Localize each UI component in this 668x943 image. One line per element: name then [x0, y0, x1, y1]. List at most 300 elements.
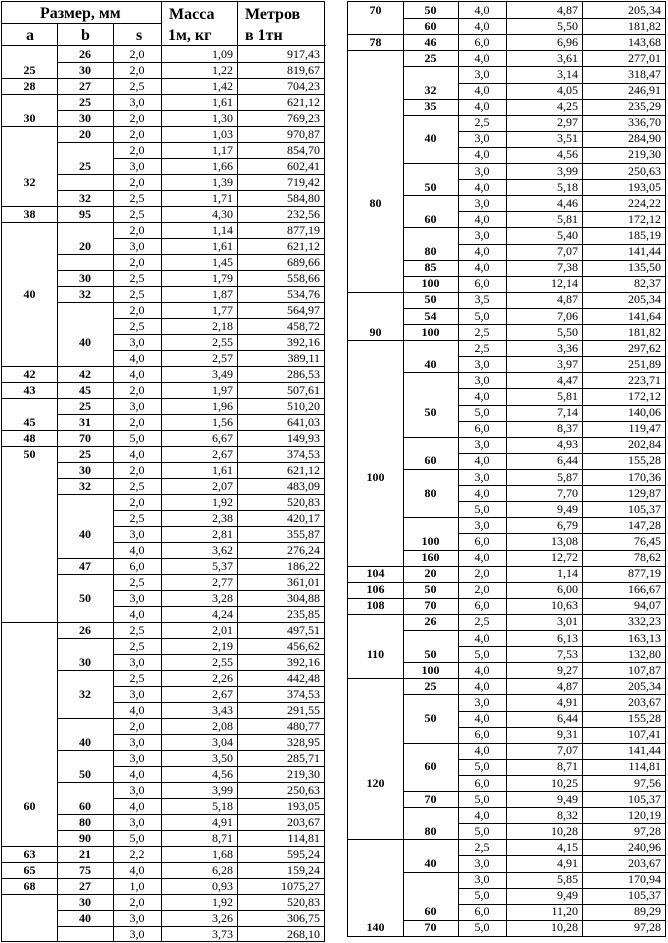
wall-thickness-cell: 6,0	[129, 559, 145, 573]
group-divider	[403, 517, 458, 518]
size-b-label: 80	[79, 815, 91, 829]
group-divider	[57, 750, 113, 751]
size-b-label: 26	[79, 47, 91, 61]
meters-cell: 520,83	[287, 495, 320, 509]
mass-cell: 5,50	[557, 19, 578, 33]
mass-cell: 7,38	[557, 260, 578, 274]
mass-cell: 5,50	[557, 325, 578, 339]
mass-cell: 6,96	[557, 35, 578, 49]
meters-cell: 223,71	[628, 373, 661, 387]
meters-cell: 291,55	[287, 703, 320, 717]
meters-cell: 170,94	[628, 872, 661, 886]
size-a-label: 48	[23, 431, 36, 445]
group-divider	[57, 782, 113, 783]
meters-cell: 328,95	[287, 735, 320, 749]
meters-cell: 97,28	[634, 824, 661, 838]
meters-cell: 564,97	[287, 303, 320, 317]
meters-cell: 420,17	[287, 511, 320, 525]
mass-cell: 1,03	[212, 127, 233, 141]
size-b-label: 25	[424, 51, 437, 65]
wall-thickness-cell: 2,0	[474, 566, 490, 580]
wall-thickness-cell: 2,0	[129, 47, 145, 61]
size-b-label: 100	[421, 663, 440, 677]
mass-cell: 9,49	[557, 888, 578, 902]
meters-cell: 304,88	[287, 591, 320, 605]
size-b-label: 60	[424, 19, 437, 33]
size-b-label: 30	[79, 655, 91, 669]
size-b-label: 80	[424, 244, 437, 258]
mass-cell: 4,56	[212, 767, 233, 781]
size-b-label: 50	[79, 591, 91, 605]
size-b-label: 54	[424, 309, 437, 323]
group-divider	[403, 372, 458, 373]
group-divider	[348, 292, 403, 293]
mass-cell: 3,97	[557, 357, 578, 371]
wall-thickness-cell: 6,0	[474, 598, 490, 612]
size-a-label: 50	[23, 447, 36, 461]
meters-cell: 392,16	[287, 335, 320, 349]
meters-cell: 558,66	[287, 271, 320, 285]
size-b-label: 50	[424, 582, 437, 596]
wall-thickness-cell: 5,0	[474, 824, 490, 838]
size-b-label: 32	[79, 479, 91, 493]
mass-cell: 1,30	[212, 111, 233, 125]
mass-cell: 6,00	[557, 582, 578, 596]
meters-cell: 602,41	[287, 159, 320, 173]
size-b-label: 75	[79, 863, 91, 877]
mass-cell: 2,57	[212, 351, 233, 365]
meters-cell: 224,22	[628, 196, 661, 210]
mass-header-line2: 1м, кг	[168, 27, 212, 44]
mass-cell: 3,99	[212, 783, 233, 797]
group-divider	[57, 494, 113, 495]
meters-cell: 251,89	[628, 357, 661, 371]
group-divider	[57, 254, 113, 255]
wall-thickness-cell: 5,0	[474, 759, 490, 773]
wall-thickness-cell: 4,0	[129, 447, 145, 461]
mass-cell: 4,91	[212, 815, 233, 829]
meters-cell: 704,23	[287, 79, 320, 93]
meters-cell: 297,62	[628, 341, 661, 355]
mass-cell: 4,56	[557, 147, 578, 161]
mass-cell: 2,55	[212, 335, 233, 349]
mass-cell: 1,68	[212, 847, 233, 861]
meters-cell: 917,43	[287, 47, 320, 61]
mass-cell: 3,01	[557, 614, 578, 628]
wall-thickness-cell: 6,0	[474, 35, 490, 49]
group-divider	[57, 222, 113, 223]
wall-thickness-cell: 4,0	[474, 679, 490, 693]
mass-cell: 6,44	[557, 711, 578, 725]
mass-cell: 1,61	[212, 239, 233, 253]
meters-cell: 854,70	[287, 143, 320, 157]
header-divider	[2, 45, 326, 46]
wall-thickness-cell: 3,0	[129, 751, 145, 765]
mass-cell: 6,44	[557, 453, 578, 467]
size-b-label: 50	[424, 711, 437, 725]
meters-cell: 143,68	[628, 35, 661, 49]
size-b-label: 40	[79, 735, 91, 749]
size-b-label: 20	[79, 127, 91, 141]
meters-cell: 235,29	[628, 99, 661, 113]
size-b-label: 26	[424, 614, 437, 628]
group-divider	[403, 839, 458, 840]
mass-cell: 5,85	[557, 872, 578, 886]
wall-thickness-cell: 3,0	[129, 927, 145, 941]
mass-header-line1: Масса	[169, 6, 215, 23]
size-b-label: 100	[421, 325, 440, 339]
wall-thickness-cell: 3,0	[474, 67, 490, 81]
wall-thickness-cell: 4,0	[474, 389, 490, 403]
meters-cell: 82,37	[634, 276, 661, 290]
wall-thickness-cell: 4,0	[474, 51, 490, 65]
group-divider	[403, 66, 458, 67]
size-b-label: 90	[79, 831, 91, 845]
wall-thickness-cell: 3,0	[474, 228, 490, 242]
mass-cell: 2,67	[212, 447, 233, 461]
wall-thickness-cell: 3,0	[129, 399, 145, 413]
size-a-label: 25	[23, 63, 36, 77]
mass-cell: 10,28	[551, 824, 578, 838]
mass-cell: 4,24	[212, 607, 233, 621]
wall-thickness-cell: 6,0	[474, 904, 490, 918]
meters-cell: 480,77	[287, 719, 320, 733]
wall-thickness-cell: 3,0	[129, 911, 145, 925]
size-b-label: 46	[424, 35, 437, 49]
group-divider	[403, 195, 458, 196]
mass-cell: 4,91	[557, 856, 578, 870]
mass-cell: 3,51	[557, 131, 578, 145]
wall-thickness-cell: 2,0	[129, 463, 145, 477]
wall-thickness-cell: 2,5	[129, 671, 145, 685]
mass-cell: 8,71	[212, 831, 233, 845]
size-a-label: 38	[23, 207, 36, 221]
mass-cell: 3,61	[557, 51, 578, 65]
meters-cell: 483,09	[287, 479, 320, 493]
size-b-label: 80	[424, 824, 437, 838]
meters-cell: 129,87	[628, 486, 661, 500]
size-a-label: 45	[23, 415, 36, 429]
size-b-label: 50	[424, 3, 437, 17]
meters-cell: 120,19	[628, 808, 661, 822]
mass-cell: 0,93	[212, 879, 233, 893]
meters-cell: 114,81	[628, 759, 661, 773]
right-table	[347, 1, 666, 937]
wall-thickness-cell: 6,0	[474, 727, 490, 741]
size-b-label: 32	[424, 83, 437, 97]
size-b-label: 50	[424, 180, 437, 194]
wall-thickness-cell: 3,0	[129, 783, 145, 797]
col-a-header: a	[26, 27, 34, 44]
group-divider	[57, 638, 113, 639]
size-b-label: 50	[424, 292, 437, 306]
meters-cell: 458,72	[287, 319, 320, 333]
meters-cell: 641,03	[287, 415, 320, 429]
size-a-label: 106	[366, 582, 385, 596]
mass-cell: 2,08	[212, 719, 233, 733]
meters-cell: 1075,27	[281, 879, 320, 893]
wall-thickness-cell: 2,2	[129, 847, 145, 861]
meters-cell: 135,50	[628, 260, 661, 274]
wall-thickness-cell: 3,0	[129, 527, 145, 541]
meters-cell: 584,80	[287, 191, 320, 205]
mass-cell: 2,97	[557, 115, 578, 129]
wall-thickness-cell: 2,0	[474, 582, 490, 596]
left-table	[1, 1, 325, 942]
meters-cell: 595,24	[287, 847, 320, 861]
wall-thickness-cell: 6,0	[474, 276, 490, 290]
mass-cell: 10,28	[551, 920, 578, 934]
size-b-label: 60	[79, 799, 91, 813]
size-b-label: 20	[424, 566, 437, 580]
size-a-label: 68	[23, 879, 36, 893]
size-b-label: 70	[424, 792, 437, 806]
wall-thickness-cell: 4,0	[129, 767, 145, 781]
wall-thickness-cell: 4,0	[129, 351, 145, 365]
meters-cell: 277,01	[628, 51, 661, 65]
meters-cell: 149,93	[287, 431, 320, 445]
group-divider	[348, 839, 403, 840]
meters-cell: 107,87	[628, 663, 661, 677]
size-b-label: 80	[424, 486, 437, 500]
meters-cell: 392,16	[287, 655, 320, 669]
size-a-label: 32	[23, 175, 36, 189]
mass-cell: 4,25	[557, 99, 578, 113]
meters-cell: 185,19	[628, 228, 661, 242]
meters-cell: 374,53	[287, 447, 320, 461]
mass-cell: 9,49	[557, 792, 578, 806]
mass-cell: 3,50	[212, 751, 233, 765]
meters-cell: 355,87	[287, 527, 320, 541]
mass-cell: 7,07	[557, 743, 578, 757]
mass-cell: 2,55	[212, 655, 233, 669]
wall-thickness-cell: 2,5	[129, 79, 145, 93]
group-divider	[403, 163, 458, 164]
size-b-label: 30	[79, 63, 91, 77]
meters-cell: 534,76	[287, 287, 320, 301]
size-b-label: 95	[79, 207, 91, 221]
meters-cell: 89,29	[634, 904, 661, 918]
wall-thickness-cell: 2,5	[129, 639, 145, 653]
wall-thickness-cell: 3,5	[474, 292, 490, 306]
meters-cell: 105,37	[628, 502, 661, 516]
wall-thickness-cell: 3,0	[474, 373, 490, 387]
mass-cell: 1,71	[212, 191, 233, 205]
wall-thickness-cell: 3,0	[474, 470, 490, 484]
meters-cell: 510,20	[287, 399, 320, 413]
mass-cell: 4,87	[557, 679, 578, 693]
meters-cell: 621,12	[287, 95, 320, 109]
group-divider	[57, 926, 113, 927]
size-b-label: 27	[79, 79, 91, 93]
meters-cell: 286,53	[287, 367, 320, 381]
group-divider	[403, 340, 458, 341]
wall-thickness-cell: 3,0	[129, 159, 145, 173]
meters-cell: 689,66	[287, 255, 320, 269]
mass-cell: 4,93	[557, 437, 578, 451]
wall-thickness-cell: 3,0	[474, 196, 490, 210]
mass-cell: 5,81	[557, 212, 578, 226]
size-b-label: 25	[79, 159, 91, 173]
size-b-label: 40	[79, 911, 91, 925]
mass-cell: 3,14	[557, 67, 578, 81]
meters-cell: 105,37	[628, 888, 661, 902]
wall-thickness-cell: 2,0	[129, 223, 145, 237]
meters-cell: 219,30	[628, 147, 661, 161]
size-b-label: 50	[424, 647, 437, 661]
mass-cell: 1,22	[212, 63, 233, 77]
wall-thickness-cell: 2,0	[129, 175, 145, 189]
mass-cell: 8,71	[557, 759, 578, 773]
mass-cell: 7,70	[557, 486, 578, 500]
wall-thickness-cell: 4,0	[474, 453, 490, 467]
wall-thickness-cell: 5,0	[129, 831, 145, 845]
wall-thickness-cell: 3,0	[129, 591, 145, 605]
wall-thickness-cell: 4,0	[474, 486, 490, 500]
mass-cell: 4,30	[212, 207, 233, 221]
mass-cell: 1,96	[212, 399, 233, 413]
size-a-label: 78	[369, 35, 382, 49]
wall-thickness-cell: 4,0	[129, 543, 145, 557]
mass-cell: 2,26	[212, 671, 233, 685]
mass-cell: 11,20	[551, 904, 578, 918]
mass-cell: 3,28	[212, 591, 233, 605]
wall-thickness-cell: 4,0	[474, 212, 490, 226]
meters-header-line2: в 1тн	[245, 27, 283, 44]
mass-cell: 10,25	[551, 776, 578, 790]
mass-cell: 2,81	[212, 527, 233, 541]
wall-thickness-cell: 5,0	[474, 309, 490, 323]
mass-cell: 3,36	[557, 341, 578, 355]
size-b-label: 40	[424, 357, 437, 371]
meters-cell: 268,10	[287, 927, 320, 941]
wall-thickness-cell: 3,0	[474, 695, 490, 709]
mass-cell: 1,56	[212, 415, 233, 429]
size-b-label: 70	[424, 598, 437, 612]
wall-thickness-cell: 2,5	[129, 319, 145, 333]
wall-thickness-cell: 3,0	[474, 872, 490, 886]
meters-cell: 155,28	[628, 453, 661, 467]
group-divider	[403, 469, 458, 470]
wall-thickness-cell: 2,5	[129, 207, 145, 221]
size-b-label: 100	[421, 276, 440, 290]
size-b-label: 70	[79, 431, 91, 445]
meters-cell: 147,28	[628, 518, 661, 532]
meters-cell: 819,67	[287, 63, 320, 77]
meters-cell: 97,56	[634, 776, 661, 790]
mass-cell: 2,07	[212, 479, 233, 493]
size-b-label: 47	[79, 559, 91, 573]
size-b-label: 70	[424, 920, 437, 934]
wall-thickness-cell: 4,0	[474, 244, 490, 258]
meters-cell: 163,13	[628, 631, 661, 645]
wall-thickness-cell: 4,0	[474, 743, 490, 757]
mass-cell: 3,99	[557, 164, 578, 178]
wall-thickness-cell: 4,0	[129, 367, 145, 381]
mass-cell: 7,14	[557, 405, 578, 419]
size-b-label: 30	[79, 895, 91, 909]
group-divider	[57, 574, 113, 575]
wall-thickness-cell: 2,0	[129, 143, 145, 157]
size-b-label: 21	[79, 847, 91, 861]
meters-cell: 119,47	[628, 421, 661, 435]
wall-thickness-cell: 3,0	[129, 655, 145, 669]
mass-cell: 5,40	[557, 228, 578, 242]
group-divider	[57, 718, 113, 719]
size-b-label: 40	[79, 527, 91, 541]
wall-thickness-cell: 4,0	[474, 808, 490, 822]
wall-thickness-cell: 3,0	[474, 856, 490, 870]
mass-cell: 1,45	[212, 255, 233, 269]
meters-cell: 78,62	[634, 550, 661, 564]
meters-cell: 497,51	[287, 623, 320, 637]
size-a-label: 40	[23, 287, 36, 301]
size-b-label: 60	[424, 759, 437, 773]
wall-thickness-cell: 2,5	[129, 623, 145, 637]
group-divider	[2, 398, 57, 399]
meters-cell: 250,63	[628, 164, 661, 178]
size-a-label: 108	[366, 598, 385, 612]
size-b-label: 30	[79, 271, 91, 285]
size-b-label: 32	[79, 287, 91, 301]
wall-thickness-cell: 2,0	[129, 895, 145, 909]
meters-cell: 621,12	[287, 463, 320, 477]
wall-thickness-cell: 4,0	[474, 83, 490, 97]
meters-cell: 621,12	[287, 239, 320, 253]
wall-thickness-cell: 4,0	[129, 799, 145, 813]
wall-thickness-cell: 4,0	[474, 631, 490, 645]
mass-cell: 1,92	[212, 495, 233, 509]
meters-cell: 186,22	[287, 559, 320, 573]
meters-cell: 769,23	[287, 111, 320, 125]
wall-thickness-cell: 5,0	[474, 920, 490, 934]
group-divider	[2, 94, 57, 95]
meters-cell: 105,37	[628, 792, 661, 806]
meters-cell: 719,42	[287, 175, 320, 189]
mass-cell: 1,92	[212, 895, 233, 909]
mass-cell: 9,31	[557, 727, 578, 741]
size-b-label: 60	[424, 212, 437, 226]
mass-cell: 1,66	[212, 159, 233, 173]
meters-cell: 250,63	[287, 783, 320, 797]
size-b-label: 100	[421, 534, 440, 548]
meters-cell: 114,81	[287, 831, 320, 845]
wall-thickness-cell: 4,0	[474, 550, 490, 564]
mass-cell: 12,14	[551, 276, 578, 290]
meters-cell: 132,80	[628, 647, 661, 661]
size-b-label: 20	[79, 239, 91, 253]
meters-cell: 172,12	[628, 212, 661, 226]
mass-cell: 4,05	[557, 83, 578, 97]
size-a-label: 28	[23, 79, 36, 93]
col-b-header: b	[81, 27, 90, 44]
group-divider	[403, 694, 458, 695]
meters-cell: 442,48	[287, 671, 320, 685]
size-b-label: 31	[79, 415, 91, 429]
wall-thickness-cell: 3,0	[474, 131, 490, 145]
size-a-label: 120	[366, 776, 385, 790]
wall-thickness-cell: 2,0	[129, 127, 145, 141]
size-b-label: 40	[79, 335, 91, 349]
wall-thickness-cell: 2,5	[129, 287, 145, 301]
mass-cell: 2,01	[212, 623, 233, 637]
group-divider	[2, 222, 57, 223]
wall-thickness-cell: 5,0	[474, 405, 490, 419]
mass-cell: 3,49	[212, 367, 233, 381]
wall-thickness-cell: 2,5	[129, 191, 145, 205]
size-b-label: 50	[79, 767, 91, 781]
size-a-label: 110	[366, 647, 385, 661]
